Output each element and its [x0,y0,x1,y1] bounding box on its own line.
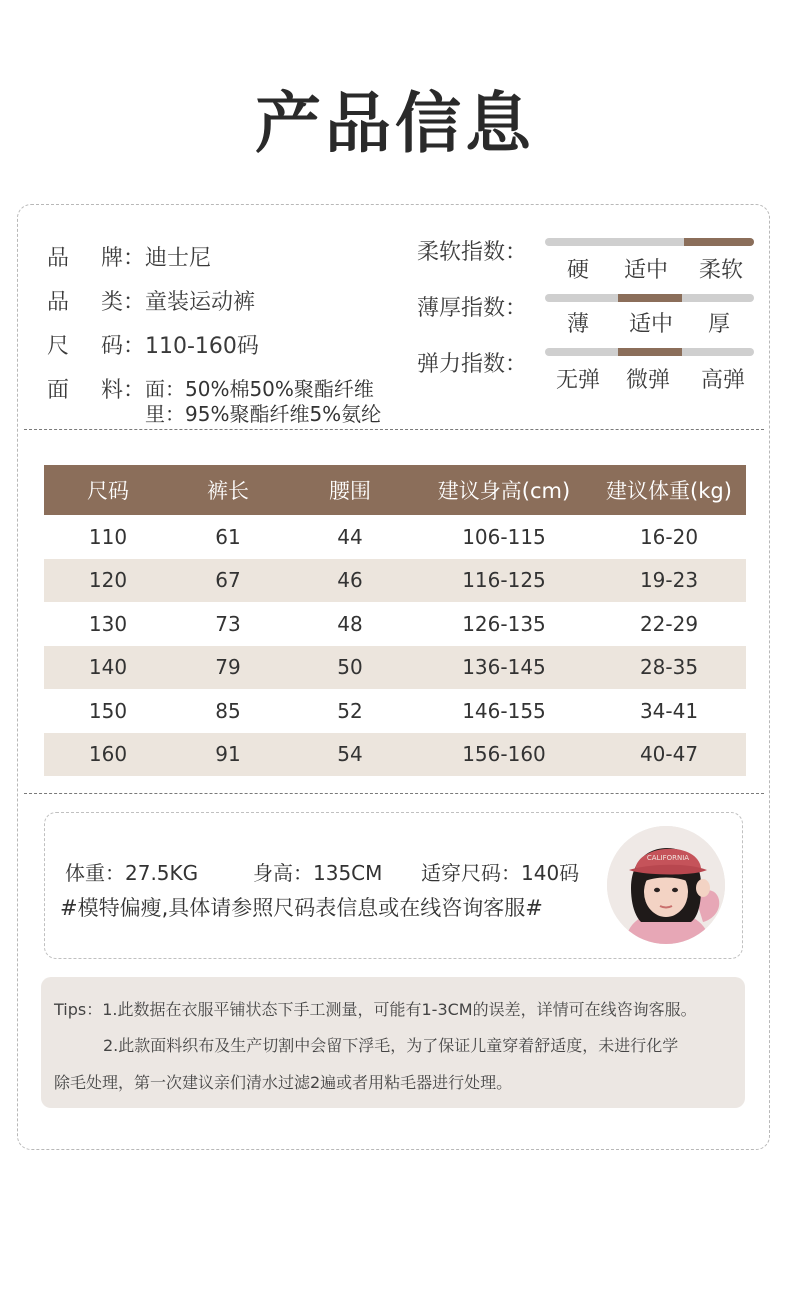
table-header [44,465,746,515]
size-value: 110-160码 [145,334,259,359]
cell-waist: 46 [337,568,363,593]
header-weight: 建议体重(kg) [606,479,732,503]
table-row [44,602,746,646]
table-row [44,646,746,690]
softness-option-medium: 适中 [623,258,668,283]
model-portrait [607,826,725,944]
divider [24,429,764,430]
fabric-row [47,373,145,404]
cell-waist: 54 [337,742,363,767]
cell-size: 130 [88,611,128,636]
thickness-bar-fill [618,294,682,302]
cell-length: 91 [215,742,241,767]
softness-bar-fill [684,238,754,246]
thickness-label: 薄厚指数： [417,296,528,321]
thickness-option-medium: 适中 [628,312,673,337]
softness-option-soft: 柔软 [698,258,743,283]
cell-size: 140 [88,655,128,680]
table-row [44,515,746,559]
softness-label: 柔软指数： [417,240,528,265]
brand-value: 迪士尼 [145,246,212,271]
cell-length: 73 [215,611,241,636]
cell-height: 106-115 [462,524,546,549]
page-title: 产品信息 [255,85,535,162]
fabric-lining: 里：95%聚酯纤维5%氨纶 [145,402,382,426]
fabric-label: 面 料： [47,378,145,403]
cell-length: 79 [215,655,241,680]
cell-length: 61 [215,524,241,549]
tips-box [41,977,745,1108]
thickness-bar [545,294,754,302]
cell-weight: 40-47 [639,742,699,767]
softness-option-hard: 硬 [566,258,589,283]
cell-height: 156-160 [462,742,546,767]
cap-text: CALIFORNIA [646,854,690,862]
category-row [47,285,255,316]
cell-height: 146-155 [462,698,546,723]
table-body [44,515,746,776]
cell-waist: 48 [337,611,363,636]
size-row [47,329,259,360]
model-avatar [607,826,725,944]
fabric-outer: 面：50%棉50%聚酯纤维 [145,377,374,401]
size-label: 尺 码： [47,334,145,359]
elasticity-option-none: 无弹 [555,368,600,393]
header-waist: 腰围 [329,479,371,503]
category-label: 品 类： [47,290,145,315]
elasticity-label: 弹力指数： [417,352,528,377]
size-table [44,465,746,776]
brand-label: 品 牌： [47,246,145,271]
elasticity-bar-fill [618,348,682,356]
cell-length: 67 [215,568,241,593]
divider [24,793,764,794]
cell-size: 120 [88,568,128,593]
model-note: #模特偏瘦,具体请参照尺码表信息或在线咨询客服# [60,896,543,920]
cell-height: 116-125 [462,568,546,593]
category-value: 童装运动裤 [145,290,256,315]
cell-length: 85 [215,698,241,723]
cell-weight: 19-23 [639,568,699,593]
cell-weight: 34-41 [639,698,699,723]
cell-size: 160 [88,742,128,767]
fabric-composition [145,377,381,427]
cell-weight: 28-35 [639,655,699,680]
cell-weight: 22-29 [639,611,699,636]
tip-line-3: 除毛处理，第一次建议亲们清水过滤2遍或者用粘毛器进行处理。 [54,1073,513,1092]
tip-line-1: Tips：1.此数据在衣服平铺状态下手工测量，可能有1-3CM的误差，详情可在线咨询客服。 [54,1000,697,1019]
cell-waist: 44 [337,524,363,549]
model-height: 身高：135CM [253,861,383,885]
cell-height: 126-135 [462,611,546,636]
softness-bar [545,238,754,246]
elasticity-bar [545,348,754,356]
header-length: 裤长 [207,479,249,503]
elasticity-option-slight: 微弹 [625,368,670,393]
model-weight: 体重：27.5KG [65,861,199,885]
cell-weight: 16-20 [639,524,699,549]
model-size: 适穿尺码：140码 [421,861,580,885]
cell-waist: 52 [337,698,363,723]
header-size: 尺码 [87,479,129,503]
brand-row [47,241,211,272]
cell-size: 150 [88,698,128,723]
elasticity-option-high: 高弹 [700,368,745,393]
thickness-option-thin: 薄 [566,312,589,337]
cell-height: 136-145 [462,655,546,680]
model-stats [65,857,579,886]
thickness-option-thick: 厚 [707,312,730,337]
header-height: 建议身高(cm) [437,479,571,503]
table-row [44,733,746,777]
cell-waist: 50 [337,655,363,680]
table-row [44,559,746,603]
cell-size: 110 [88,524,128,549]
tip-line-2: 2.此款面料织布及生产切割中会留下浮毛，为了保证儿童穿着舒适度，未进行化学 [103,1036,679,1055]
table-row [44,689,746,733]
